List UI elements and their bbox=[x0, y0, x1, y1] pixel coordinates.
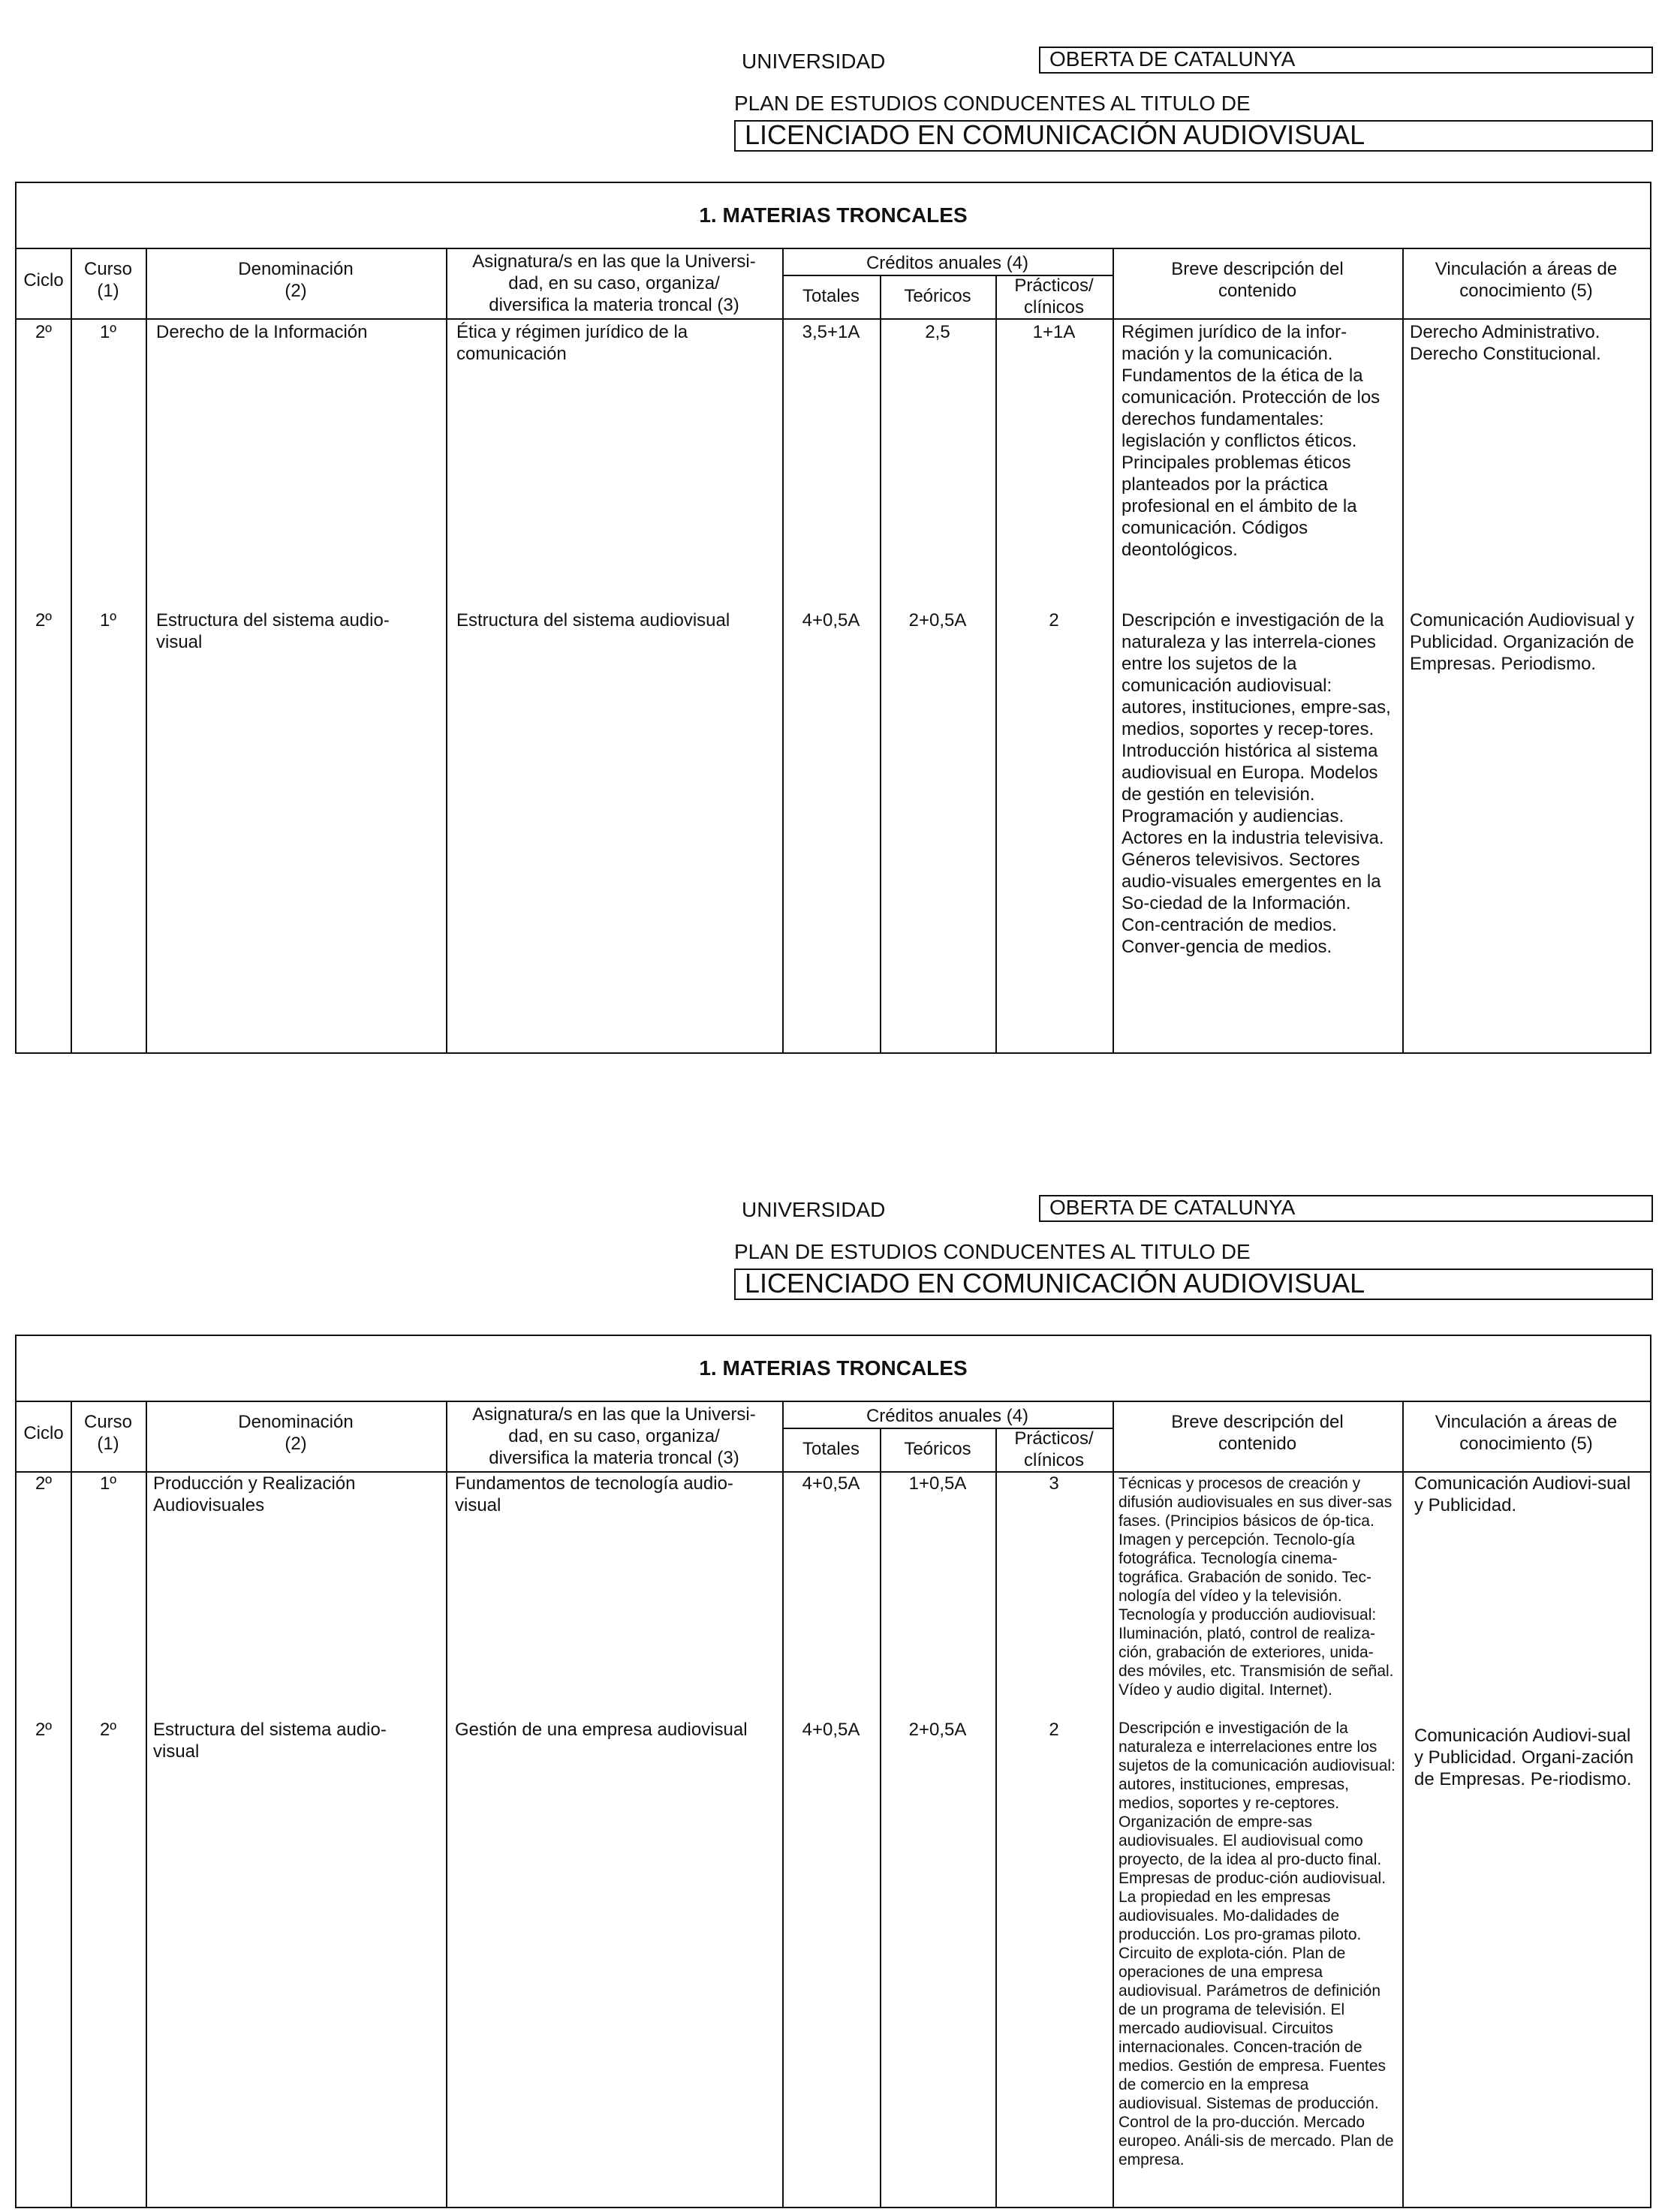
table-row-asignatura: Ética y régimen jurídico de la comunicación bbox=[456, 322, 688, 364]
col-teoricos: Teóricos bbox=[904, 1439, 971, 1459]
university-label: UNIVERSIDAD bbox=[742, 50, 886, 73]
table-row-curso: 1º bbox=[99, 1473, 117, 1494]
degree-value-box: LICENCIADO EN COMUNICACIÓN AUDIOVISUAL bbox=[734, 120, 1653, 152]
col-breve: Breve descripción del contenido bbox=[1171, 259, 1344, 301]
table-row-teoricos: 2,5 bbox=[925, 322, 950, 342]
table-row-vinculacion: Derecho Administrativo. Derecho Constitucional. bbox=[1410, 322, 1601, 364]
col-teoricos: Teóricos bbox=[904, 286, 971, 306]
table-row-asignatura: Estructura del sistema audiovisual bbox=[456, 610, 730, 630]
col-creditos: Créditos anuales (4) bbox=[866, 253, 1029, 273]
table-row-asignatura: Gestión de una empresa audiovisual bbox=[455, 1720, 748, 1740]
table-row-ciclo: 2º bbox=[35, 610, 53, 630]
university-value-box: OBERTA DE CATALUNYA bbox=[1039, 47, 1653, 74]
col-asignatura: Asignatura/s en las que la Universi- dad, en su caso, organiza/ diversifica la materia troncal (3) bbox=[472, 1404, 756, 1468]
page-2 bbox=[0, 1148, 1665, 2212]
troncales-table bbox=[15, 182, 1651, 1054]
table-row-descripcion: Descripción e investigación de la naturaleza e interrelaciones entre los sujetos de la comunicación audiovisual: autores, instituciones, empresas, medios, soportes y re-ceptores. Organización de empre-sas audiovisuales. El audiovisual como proyecto, de la idea al pro-ducto final. Empresas de produc-ción audiovisual. La propiedad en les empresas audiovisuales. Mo-dalidades de producción. Los pro-gramas piloto. Circuito de explota-ción. Plan de operaciones de una empresa audiovisual. Parámetros de definición de un programa de televisión. El mercado audiovisual. Circuitos internacionales. Concen-tración de medios. Gestión de empresa. Fuentes de comercio en la empresa audiovisual. Sistemas de producción. Control de la pro-ducción. Mercado europeo. Análi-sis de mercado. Plan de empresa. bbox=[1119, 1720, 1396, 2168]
table-row-asignatura: Fundamentos de tecnología audio-visual bbox=[455, 1473, 733, 1515]
col-denominacion: Denominación (2) bbox=[238, 1412, 354, 1454]
table-row-practicos: 3 bbox=[1049, 1473, 1059, 1494]
table-row-curso: 1º bbox=[99, 322, 117, 342]
table-row-teoricos: 2+0,5A bbox=[908, 1720, 967, 1740]
col-creditos: Créditos anuales (4) bbox=[866, 1406, 1029, 1426]
col-asignatura: Asignatura/s en las que la Universi- dad, en su caso, organiza/ diversifica la materia troncal (3) bbox=[472, 251, 756, 315]
troncales-table bbox=[15, 1335, 1651, 2208]
col-ciclo: Ciclo bbox=[23, 270, 64, 290]
plan-label: PLAN DE ESTUDIOS CONDUCENTES AL TITULO DE bbox=[734, 92, 1251, 115]
table-row-ciclo: 2º bbox=[35, 1473, 53, 1494]
table-row-descripcion: Técnicas y procesos de creación y difusión audiovisuales en sus diver-sas fases. (Principios básicos de óp-tica. Imagen y percepción. Tecnolo-gía fotográfica. Tecnología cinema-tográfica. Grabación de sonido. Tec-nología del vídeo y la televisión. Tecnología y producción audiovisual: Iluminación, plató, control de realiza-ción, grabación de exteriores, unida-des móviles, etc. Transmisión de señal. Vídeo y audio digital. Internet). bbox=[1119, 1475, 1394, 1699]
table-row-totales: 4+0,5A bbox=[802, 1473, 860, 1494]
col-vinculacion: Vinculación a áreas de conocimiento (5) bbox=[1435, 259, 1618, 301]
table-row-practicos: 1+1A bbox=[1032, 322, 1076, 342]
table-row-vinculacion: Comunicación Audiovisual y Publicidad. Organización de Empresas. Periodismo. bbox=[1410, 610, 1634, 674]
table-row-practicos: 2 bbox=[1049, 610, 1059, 630]
table-row-ciclo: 2º bbox=[35, 1720, 53, 1740]
university-label: UNIVERSIDAD bbox=[742, 1198, 886, 1221]
col-denominacion: Denominación (2) bbox=[238, 259, 354, 301]
university-value-box: OBERTA DE CATALUNYA bbox=[1039, 1195, 1653, 1222]
table-row-vinculacion: Comunicación Audiovi-sual y Publicidad. Organi-zación de Empresas. Pe-riodismo. bbox=[1414, 1726, 1634, 1789]
col-breve: Breve descripción del contenido bbox=[1171, 1412, 1344, 1454]
col-curso: Curso (1) bbox=[83, 259, 133, 301]
table-row-denominacion: Derecho de la Información bbox=[156, 322, 368, 342]
table-row-totales: 4+0,5A bbox=[802, 610, 860, 630]
col-vinculacion: Vinculación a áreas de conocimiento (5) bbox=[1435, 1412, 1618, 1454]
table-row-teoricos: 2+0,5A bbox=[908, 610, 967, 630]
table-row-totales: 4+0,5A bbox=[802, 1720, 860, 1740]
table-row-totales: 3,5+1A bbox=[802, 322, 860, 342]
table-row-denominacion: Estructura del sistema audio-visual bbox=[156, 610, 390, 652]
table-row-denominacion: Producción y Realización Audiovisuales bbox=[153, 1473, 356, 1515]
col-totales: Totales bbox=[802, 1439, 860, 1459]
table-row-curso: 1º bbox=[99, 610, 117, 630]
table-row-descripcion: Régimen jurídico de la infor-mación y la comunicación. Fundamentos de la ética de la comunicación. Protección de los derechos fundamentales: legislación y conflictos éticos. Principales problemas éticos planteados por la práctica profesional en el ámbito de la comunicación. Códigos deontológicos. bbox=[1122, 322, 1380, 560]
table-row-vinculacion: Comunicación Audiovi-sual y Publicidad. bbox=[1414, 1473, 1631, 1515]
table-row-ciclo: 2º bbox=[35, 322, 53, 342]
col-practicos: Prácticos/ clínicos bbox=[1014, 1428, 1094, 1470]
degree-value-box: LICENCIADO EN COMUNICACIÓN AUDIOVISUAL bbox=[734, 1269, 1653, 1300]
plan-label: PLAN DE ESTUDIOS CONDUCENTES AL TITULO DE bbox=[734, 1240, 1251, 1263]
table-row-practicos: 2 bbox=[1049, 1720, 1059, 1740]
col-practicos: Prácticos/ clínicos bbox=[1014, 275, 1094, 318]
table-row-denominacion: Estructura del sistema audio-visual bbox=[153, 1720, 387, 1762]
table-title: 1. MATERIAS TRONCALES bbox=[17, 1336, 1650, 1402]
col-totales: Totales bbox=[802, 286, 860, 306]
col-curso: Curso (1) bbox=[83, 1412, 133, 1454]
table-row-descripcion: Descripción e investigación de la naturaleza y las interrela-ciones entre los sujetos de la comunicación audiovisual: autores, instituciones, empre-sas, medios, soportes y recep-tores. Introducción histórica al sistema audiovisual en Europa. Modelos de gestión en televisión. Programación y audiencias. Actores en la industria televisiva. Géneros televisivos. Sectores audio-visuales emergentes en la So-ciedad de la Información. Con-centración de medios. Conver-gencia de medios. bbox=[1122, 610, 1391, 957]
table-row-curso: 2º bbox=[99, 1720, 117, 1740]
page-1 bbox=[0, 0, 1665, 1066]
table-title: 1. MATERIAS TRONCALES bbox=[17, 183, 1650, 249]
table-row-teoricos: 1+0,5A bbox=[908, 1473, 967, 1494]
col-ciclo: Ciclo bbox=[23, 1423, 64, 1443]
